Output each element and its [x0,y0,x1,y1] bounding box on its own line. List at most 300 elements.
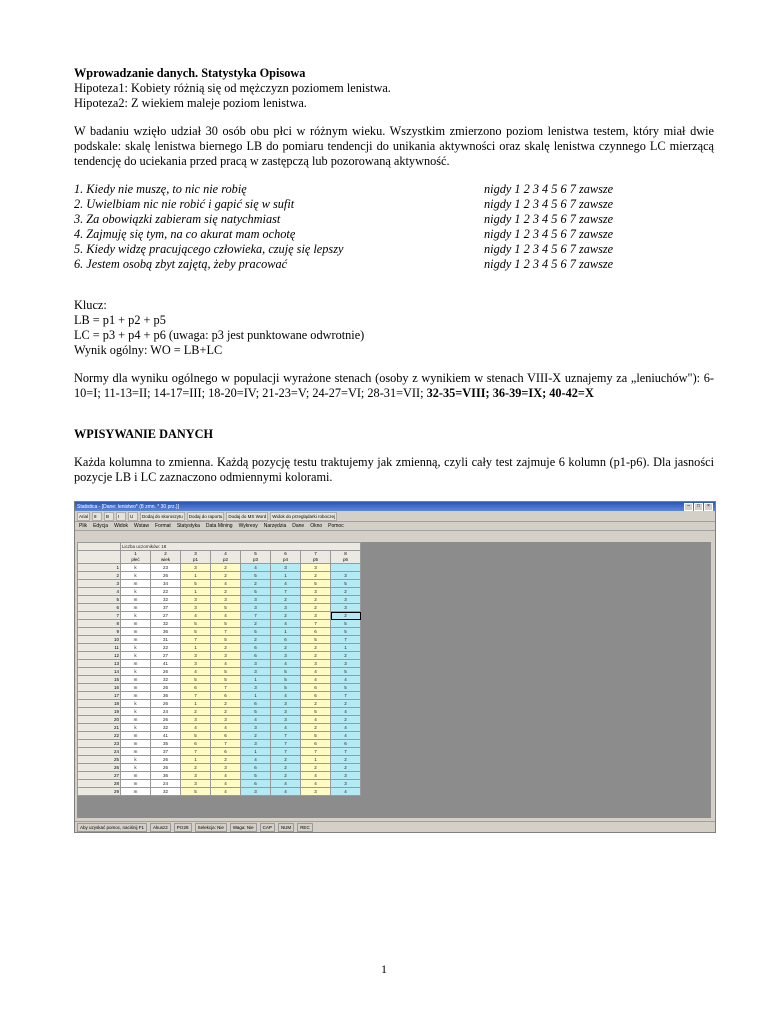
table-cell[interactable]: 37 [151,748,181,756]
column-header[interactable] [271,551,301,564]
table-cell[interactable]: 4 [271,724,301,732]
table-cell[interactable]: m [121,596,151,604]
table-cell[interactable]: 4 [241,716,271,724]
table-cell[interactable]: 32 [151,620,181,628]
table-cell[interactable]: 6 [301,684,331,692]
row-number[interactable]: 6 [78,604,121,612]
table-cell[interactable]: m [121,772,151,780]
window-titlebar [75,502,715,511]
table-cell[interactable]: m [121,780,151,788]
underline-button[interactable]: U [128,512,138,521]
table-cell[interactable]: 3 [181,596,211,604]
table-cell[interactable]: 7 [271,740,301,748]
table-cell[interactable]: 3 [241,604,271,612]
window-title: Statistica - [Dane: lenistwo* (8 zmn. * 30 prz.)] [77,503,179,510]
table-cell[interactable]: 34 [151,580,181,588]
table-cell[interactable]: 5 [181,732,211,740]
table-cell[interactable]: 1 [241,748,271,756]
table-cell[interactable]: 5 [211,668,241,676]
table-cell[interactable]: 2 [331,716,361,724]
row-number[interactable]: 28 [78,780,121,788]
table-cell[interactable]: k [121,708,151,716]
table-cell[interactable]: 2 [271,764,301,772]
table-cell[interactable]: 4 [331,708,361,716]
table-cell[interactable]: m [121,740,151,748]
table-cell[interactable]: 2 [331,652,361,660]
row-number[interactable]: 10 [78,636,121,644]
table-cell[interactable]: 41 [151,660,181,668]
corner-cell [78,551,121,564]
table-cell[interactable]: 2 [211,644,241,652]
menu-item[interactable]: Pomoc [328,523,344,529]
table-cell[interactable]: 2 [211,564,241,572]
table-cell[interactable]: 5 [271,684,301,692]
table-cell[interactable]: 3 [331,780,361,788]
table-cell[interactable]: m [121,788,151,796]
table-cell[interactable]: 2 [301,652,331,660]
table-cell[interactable]: 3 [331,660,361,668]
table-cell[interactable]: 5 [241,628,271,636]
table-cell[interactable]: 7 [211,628,241,636]
add-to-workbook-button[interactable]: Dodaj do skoroszytu [142,513,183,519]
table-cell[interactable]: 1 [181,756,211,764]
row-number[interactable]: 11 [78,644,121,652]
table-cell[interactable]: 7 [181,748,211,756]
table-cell[interactable]: 3 [301,612,331,620]
table-cell[interactable]: 2 [241,580,271,588]
table-cell[interactable]: 3 [181,604,211,612]
table-cell[interactable]: m [121,660,151,668]
bold-button[interactable]: B [104,512,114,521]
table-cell[interactable]: 2 [301,644,331,652]
table-cell[interactable]: 2 [301,572,331,580]
table-cell[interactable]: 5 [181,580,211,588]
table-cell[interactable]: 4 [211,660,241,668]
menu-item[interactable]: Edycja [93,523,109,529]
table-cell[interactable]: k [121,564,151,572]
table-cell[interactable]: k [121,612,151,620]
row-number[interactable]: 21 [78,724,121,732]
table-cell[interactable]: 1 [181,572,211,580]
table-cell[interactable]: 3 [331,772,361,780]
add-to-word-button[interactable]: Dodaj do MS Word [228,513,267,519]
row-number[interactable]: 17 [78,692,121,700]
table-cell[interactable]: 4 [211,724,241,732]
table-cell[interactable]: 26 [151,684,181,692]
table-cell[interactable]: m [121,604,151,612]
table-cell[interactable]: 3 [301,564,331,572]
row-number[interactable]: 22 [78,732,121,740]
table-cell[interactable]: 5 [331,668,361,676]
column-header[interactable] [181,551,211,564]
table-cell[interactable]: 4 [181,724,211,732]
table-cell[interactable]: 7 [301,748,331,756]
table-cell[interactable]: k [121,724,151,732]
row-number[interactable]: 19 [78,708,121,716]
table-cell[interactable]: 3 [271,700,301,708]
row-number[interactable]: 3 [78,580,121,588]
row-number[interactable]: 27 [78,772,121,780]
table-cell[interactable]: 7 [331,636,361,644]
table-cell[interactable]: 7 [181,692,211,700]
menu-item[interactable]: Data Mining [205,523,233,529]
table-cell[interactable]: 3 [241,684,271,692]
table-cell[interactable]: 6 [301,628,331,636]
workbook-view-button[interactable]: Widok do przeglądarki roboczej [272,513,336,519]
row-number[interactable]: 25 [78,756,121,764]
table-cell[interactable]: 2 [241,636,271,644]
row-number[interactable]: 2 [78,572,121,580]
table-cell[interactable]: 41 [151,732,181,740]
table-cell[interactable]: 1 [241,676,271,684]
minimize-icon[interactable]: – [684,503,693,511]
table-cell[interactable]: 1 [331,644,361,652]
table-cell[interactable]: 1 [301,756,331,764]
table-cell[interactable]: k [121,764,151,772]
table-cell[interactable]: 26 [151,572,181,580]
row-number[interactable]: 14 [78,668,121,676]
table-cell[interactable]: 4 [301,772,331,780]
table-cell[interactable]: 2 [211,756,241,764]
table-cell[interactable]: k [121,668,151,676]
table-cell[interactable]: 5 [331,620,361,628]
table-cell[interactable]: 6 [241,780,271,788]
table-cell[interactable]: 4 [301,668,331,676]
table-cell[interactable]: 32 [151,724,181,732]
column-header[interactable] [331,551,361,564]
column-header[interactable] [151,551,181,564]
table-cell[interactable]: 4 [271,692,301,700]
table-cell[interactable]: 5 [241,588,271,596]
menu-item[interactable]: Plik [79,523,88,529]
table-cell[interactable]: 3 [211,764,241,772]
status-field: Aby uzyskać pomoc, naciśnij F1 [77,823,147,832]
table-cell[interactable]: 4 [271,780,301,788]
table-cell[interactable]: 5 [211,620,241,628]
table-cell[interactable]: k [121,588,151,596]
table-cell[interactable]: 2 [331,612,361,620]
table-cell[interactable]: 6 [331,740,361,748]
table-cell[interactable]: 3 [271,604,301,612]
row-number[interactable]: 15 [78,676,121,684]
table-cell[interactable]: 2 [331,700,361,708]
table-cell[interactable]: 4 [301,676,331,684]
table-cell[interactable]: 4 [271,788,301,796]
table-cell[interactable]: m [121,676,151,684]
table-cell[interactable]: 6 [211,692,241,700]
table-cell[interactable]: 2 [271,756,301,764]
table-cell[interactable]: m [121,636,151,644]
table-cell[interactable]: 4 [331,724,361,732]
table-cell[interactable]: 5 [181,788,211,796]
table-cell[interactable]: 6 [241,700,271,708]
table-cell[interactable]: m [121,692,151,700]
table-cell[interactable]: 7 [301,620,331,628]
table-cell[interactable]: 3 [241,596,271,604]
table-cell[interactable]: 1 [181,700,211,708]
table-cell[interactable]: 6 [211,732,241,740]
table-cell[interactable]: 26 [151,668,181,676]
menu-item[interactable]: Okno [310,523,323,529]
table-cell[interactable]: 3 [211,596,241,604]
table-cell[interactable]: 3 [241,660,271,668]
table-cell[interactable]: 1 [241,692,271,700]
menu-item[interactable]: Dane [292,523,305,529]
menu-item[interactable]: Narzędzia [263,523,287,529]
row-number[interactable]: 29 [78,788,121,796]
table-cell[interactable]: 6 [241,652,271,660]
table-cell[interactable]: 31 [151,636,181,644]
table-cell[interactable]: 7 [331,748,361,756]
table-cell[interactable]: 6 [241,644,271,652]
row-number[interactable]: 26 [78,764,121,772]
table-cell[interactable]: m [121,628,151,636]
row-number[interactable]: 24 [78,748,121,756]
table-cell[interactable]: 7 [331,692,361,700]
table-cell[interactable]: 32 [151,788,181,796]
table-cell[interactable]: 4 [271,620,301,628]
table-cell[interactable]: 5 [211,636,241,644]
table-cell[interactable]: 2 [271,596,301,604]
table-cell[interactable]: m [121,748,151,756]
table-cell[interactable]: 3 [211,652,241,660]
table-cell[interactable]: 37 [151,604,181,612]
table-cell[interactable]: 3 [181,564,211,572]
table-cell[interactable]: 4 [301,716,331,724]
table-cell[interactable]: 3 [301,788,331,796]
table-cell[interactable]: 3 [241,724,271,732]
table-cell[interactable]: 2 [241,620,271,628]
table-cell[interactable]: 3 [271,652,301,660]
table-cell[interactable]: 4 [211,788,241,796]
table-cell[interactable]: 5 [331,628,361,636]
table-cell[interactable]: 3 [331,572,361,580]
table-cell[interactable]: 3 [181,780,211,788]
table-cell[interactable]: 2 [301,764,331,772]
table-cell[interactable]: 3 [331,596,361,604]
table-cell[interactable]: 5 [271,676,301,684]
table-cell[interactable]: 2 [211,708,241,716]
column-header[interactable] [121,551,151,564]
table-cell[interactable]: 22 [151,588,181,596]
table-cell[interactable]: 7 [211,740,241,748]
table-cell[interactable]: 6 [181,740,211,748]
table-cell[interactable]: 4 [181,668,211,676]
table-cell[interactable]: 2 [211,588,241,596]
table-cell[interactable]: 2 [331,588,361,596]
row-number[interactable]: 4 [78,588,121,596]
table-cell[interactable]: 26 [151,716,181,724]
row-number[interactable]: 20 [78,716,121,724]
table-cell[interactable]: 5 [241,572,271,580]
table-cell[interactable]: m [121,684,151,692]
close-icon[interactable]: × [704,503,713,511]
table-cell[interactable]: 2 [271,612,301,620]
table-cell[interactable]: 2 [301,700,331,708]
add-to-report-button[interactable]: Dodaj do raportu [188,513,223,519]
table-cell[interactable]: 4 [211,580,241,588]
table-cell[interactable]: 5 [181,620,211,628]
table-cell[interactable]: 5 [301,732,331,740]
table-cell[interactable]: 2 [331,756,361,764]
table-cell[interactable]: 2 [181,708,211,716]
table-cell[interactable]: 4 [211,612,241,620]
table-cell[interactable]: 32 [151,676,181,684]
row-number[interactable]: 12 [78,652,121,660]
table-cell[interactable]: 1 [181,588,211,596]
table-cell[interactable]: 6 [241,764,271,772]
menu-item[interactable]: Wykresy [238,523,258,529]
menu-item[interactable]: Wstaw [133,523,149,529]
table-cell[interactable]: k [121,756,151,764]
table-cell[interactable]: 24 [151,708,181,716]
table-cell[interactable]: 5 [331,684,361,692]
italic-button[interactable]: I [116,512,126,521]
table-cell[interactable]: k [121,700,151,708]
table-cell[interactable]: 32 [151,596,181,604]
table-cell[interactable]: m [121,732,151,740]
table-cell[interactable]: 5 [301,636,331,644]
table-cell[interactable]: 2 [301,596,331,604]
table-cell[interactable]: 4 [211,772,241,780]
table-cell[interactable]: 4 [331,788,361,796]
table-cell[interactable]: 6 [301,692,331,700]
row-number[interactable]: 13 [78,660,121,668]
row-number[interactable]: 9 [78,628,121,636]
table-row [78,620,361,628]
table-cell[interactable]: 3 [271,716,301,724]
table-cell[interactable]: k [121,572,151,580]
font-size-select[interactable]: 8 [92,512,102,521]
maximize-icon[interactable]: □ [694,503,703,511]
table-cell[interactable]: 2 [331,764,361,772]
table-cell[interactable]: 2 [181,764,211,772]
table-cell[interactable]: 5 [241,772,271,780]
table-cell[interactable]: 23 [151,564,181,572]
table-cell[interactable]: 5 [211,676,241,684]
table-cell[interactable]: 4 [181,612,211,620]
table-cell[interactable]: 7 [271,748,301,756]
table-cell[interactable]: 26 [151,700,181,708]
table-cell[interactable]: 5 [271,668,301,676]
table-cell[interactable]: 5 [301,580,331,588]
table-cell[interactable]: 3 [181,716,211,724]
table-cell[interactable]: 3 [181,652,211,660]
table-cell[interactable]: 2 [211,572,241,580]
toolbar [75,511,715,522]
table-cell[interactable]: 27 [151,612,181,620]
column-header[interactable] [211,551,241,564]
table-cell[interactable]: 5 [241,708,271,716]
table-cell[interactable]: 4 [241,756,271,764]
table-cell[interactable]: 27 [151,652,181,660]
table-cell[interactable]: 22 [151,644,181,652]
table-cell[interactable]: 6 [301,740,331,748]
table-cell[interactable]: 4 [211,780,241,788]
table-cell[interactable]: 6 [271,636,301,644]
table-cell[interactable]: 7 [211,684,241,692]
table-cell[interactable]: 1 [181,644,211,652]
table-cell[interactable]: 2 [271,772,301,780]
menu-item[interactable]: Format [154,523,171,529]
table-cell[interactable]: 2 [271,644,301,652]
table-cell[interactable]: 1 [271,572,301,580]
column-header[interactable] [301,551,331,564]
status-field: Prz28 [174,823,192,832]
font-select[interactable]: Arial [79,513,89,519]
row-number[interactable]: 1 [78,564,121,572]
table-cell[interactable]: 2 [211,700,241,708]
table-cell[interactable]: 3 [211,716,241,724]
table-cell[interactable]: 2 [301,604,331,612]
table-cell[interactable]: k [121,652,151,660]
table-cell[interactable]: 5 [181,676,211,684]
table-cell[interactable] [331,564,361,572]
menu-item[interactable]: Widok [114,523,128,529]
table-cell[interactable]: 3 [181,660,211,668]
table-cell[interactable]: 3 [241,788,271,796]
table-cell[interactable]: 4 [331,676,361,684]
table-cell[interactable]: 5 [301,708,331,716]
row-number[interactable]: 18 [78,700,121,708]
table-cell[interactable]: m [121,620,151,628]
table-cell[interactable]: 2 [241,732,271,740]
table-cell[interactable]: 26 [151,756,181,764]
table-cell[interactable]: 26 [151,764,181,772]
menu-item[interactable]: Statystyka [176,523,200,529]
table-cell[interactable]: 6 [181,684,211,692]
table-cell[interactable]: 7 [181,636,211,644]
table-cell[interactable]: 3 [241,740,271,748]
row-number[interactable]: 8 [78,620,121,628]
column-header[interactable] [241,551,271,564]
table-cell[interactable]: 4 [241,564,271,572]
row-number[interactable]: 23 [78,740,121,748]
table-cell[interactable]: 2 [301,724,331,732]
table-cell[interactable]: 4 [271,660,301,668]
table-cell[interactable]: 24 [151,780,181,788]
table-cell[interactable]: 4 [331,732,361,740]
table-cell[interactable]: 6 [211,748,241,756]
table-cell[interactable]: 7 [241,612,271,620]
table-cell[interactable]: 7 [271,732,301,740]
table-cell[interactable]: 5 [211,604,241,612]
row-number[interactable]: 7 [78,612,121,620]
table-cell[interactable]: 4 [301,780,331,788]
table-cell[interactable]: 35 [151,740,181,748]
table-cell[interactable]: m [121,716,151,724]
table-cell[interactable]: 4 [271,580,301,588]
table-cell[interactable]: 3 [301,660,331,668]
table-cell[interactable]: 5 [181,628,211,636]
row-number[interactable]: 16 [78,684,121,692]
table-cell[interactable]: 1 [271,628,301,636]
table-cell[interactable]: 5 [331,580,361,588]
table-cell[interactable]: 7 [271,588,301,596]
table-cell[interactable]: 3 [301,588,331,596]
table-cell[interactable]: m [121,580,151,588]
table-cell[interactable]: 3 [271,564,301,572]
row-number[interactable]: 5 [78,596,121,604]
table-cell[interactable]: k [121,644,151,652]
table-cell[interactable]: 3 [241,668,271,676]
table-cell[interactable]: 3 [331,604,361,612]
table-cell[interactable]: 36 [151,772,181,780]
table-cell[interactable]: 36 [151,692,181,700]
table-cell[interactable]: 3 [181,772,211,780]
table-cell[interactable]: 3 [271,708,301,716]
table-cell[interactable]: 36 [151,628,181,636]
